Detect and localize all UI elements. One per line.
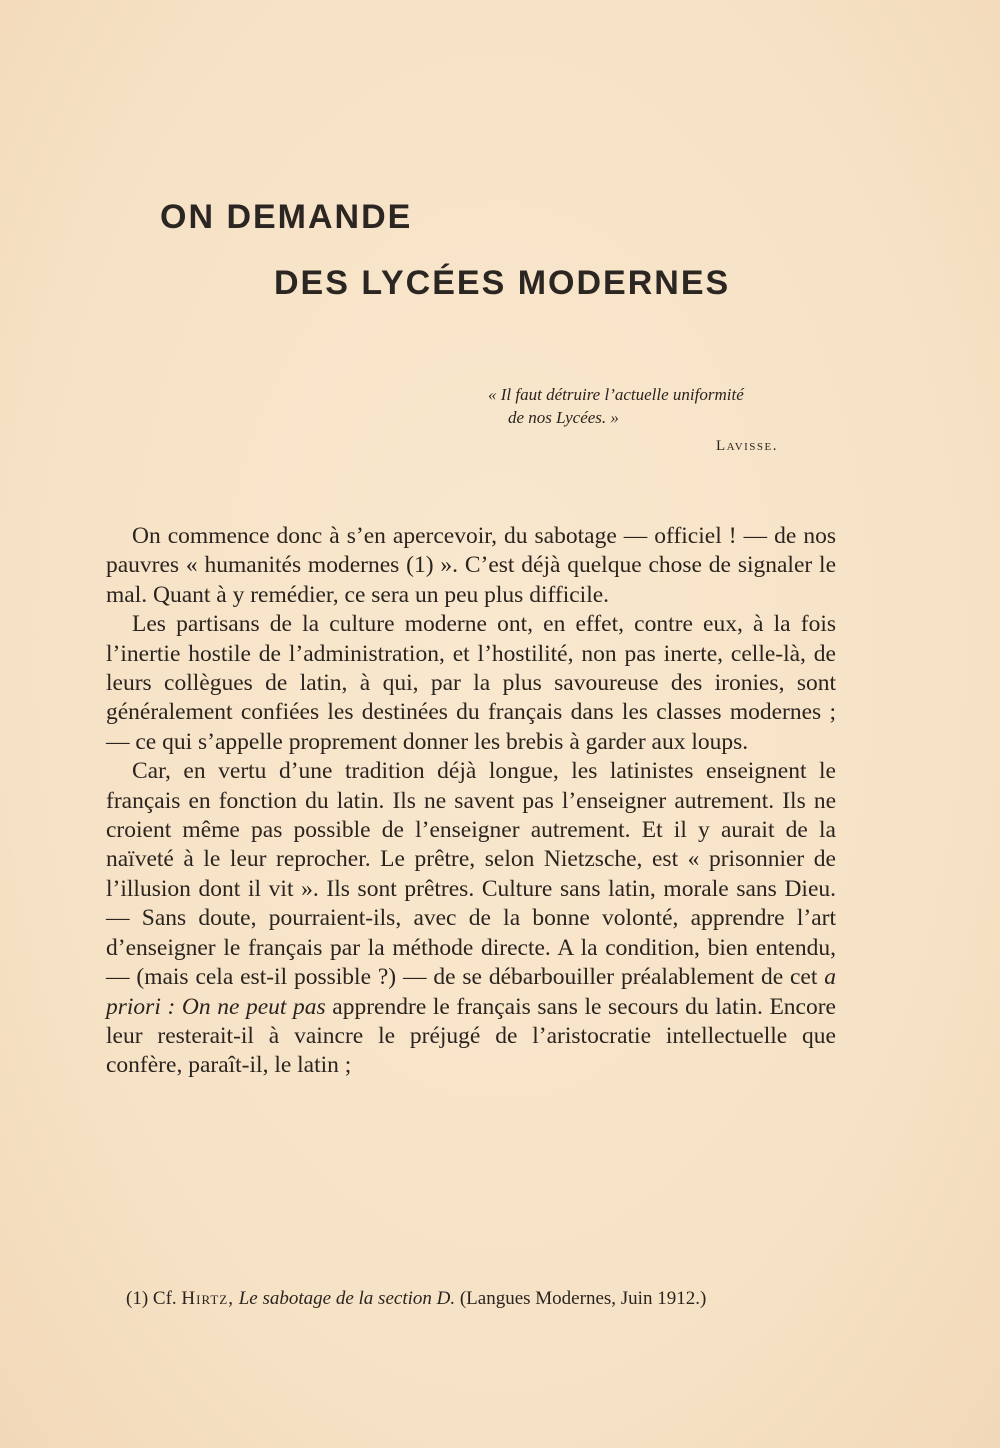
paragraph-3-part-a: Car, en vertu d’une tradition déjà longue, les latinistes enseignent le français en fonction du latin. Ils ne savent pas l’enseigner autrement. Ils ne croient même pas possible de l’enseigner autrement. Et il y aurait de la naïveté à le leur reprocher. Le prêtre, selon Nietzsche, est « prisonnier de l’illusion dont il vit ». Ils sont prêtres. Culture sans latin, morale sans Dieu. — Sans doute, pourraient-ils, avec de la bonne volonté, apprendre l’art d’enseigner le français par la méthode directe. A la condition, bien entendu, — (mais cela est-il possible ?) — de se débarbouiller préalablement de cet [106,758,836,991]
epigraph-line-1: « Il faut détruire l’actuelle uniformité [488,385,744,404]
footnote-rest: (Langues Modernes, Juin 1912.) [455,1288,707,1309]
footnote-author: Hirtz, [181,1288,234,1309]
footnote-marker: (1) Cf. [126,1288,182,1309]
footnote [106,1287,836,1310]
paragraph-3 [106,757,836,1080]
paragraph-3-part-b: apprendre le français sans le secours du latin. Encore leur resterait-il à vaincre le préjugé de l’aristocratie intellectuelle que confère, paraît-il, le latin ; [106,993,836,1079]
body-text [106,522,836,1081]
title-line-2: DES LYCÉES MODERNES [274,264,731,302]
paragraph-2: Les partisans de la culture moderne ont, en effet, contre eux, à la fois l’inertie hostile de l’administration, et l’hostilité, non pas inerte, celle-là, de leurs collègues de latin, à qui, par la plus savoureuse des ironies, sont généralement confiées les destinées du français dans les classes modernes ; — ce qui s’appelle proprement donner les brebis à garder aux loups. [106,611,836,755]
paragraph-3-italic: a priori : On ne peut pas [106,964,836,1020]
footnote-work: Le sabotage de la section D. [238,1288,456,1309]
epigraph-author: Lavisse. [716,438,778,454]
epigraph [488,383,848,429]
epigraph-line-2: de nos Lycées. » [508,408,619,427]
title-line-1: ON DEMANDE [160,198,413,236]
paragraph-1: On commence donc à s’en apercevoir, du sabotage — officiel ! — de nos pauvres « humanités modernes (1) ». C’est déjà quelque chose de signaler le mal. Quant à y remédier, ce sera un peu plus difficile. [106,523,836,608]
